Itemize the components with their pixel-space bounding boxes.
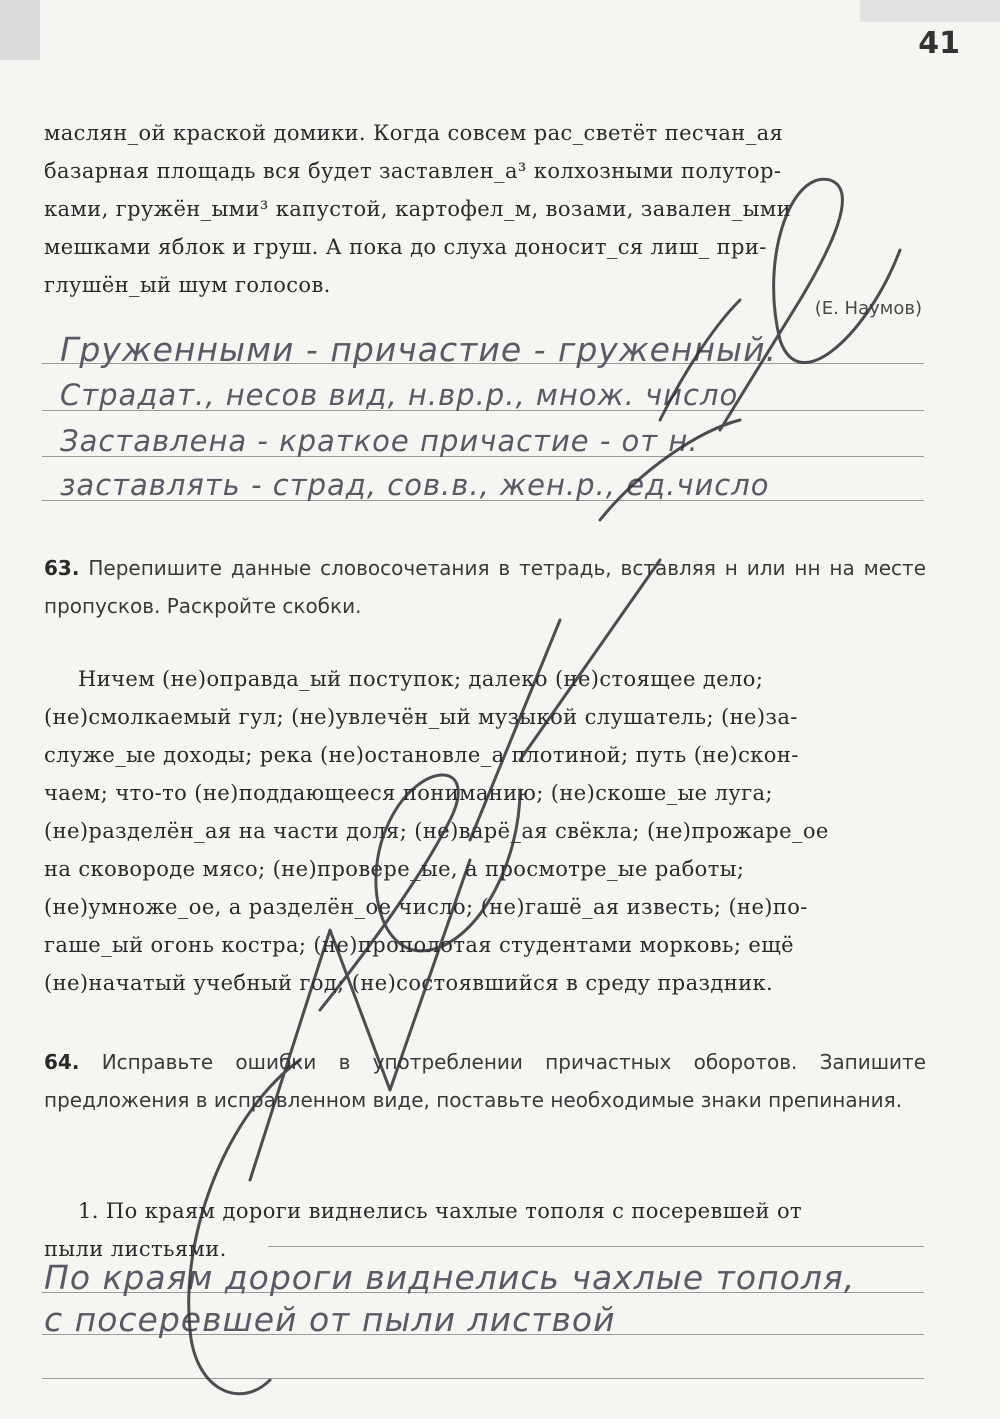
watermark-stroke: [470, 560, 660, 840]
instruction-text: Исправьте ошибки в употреблении причастных оборотов. Запишите предложения в исправленном виде, поставьте необходимые знаки препинания.: [44, 1050, 927, 1112]
exercise-line: Ничем (не)оправда_ый поступок; далеко (не)стоящее дело;: [78, 667, 764, 691]
watermark-stroke: [660, 300, 740, 420]
instruction-text: Перепишите данные словосочетания в тетрадь, вставляя н или нн на месте пропусков. Раскройте скобки.: [44, 556, 927, 618]
watermark-stroke: [600, 179, 900, 520]
excerpt-line: ками, гружён_ыми³ капустой, картофел_м, возами, завален_ыми: [44, 197, 791, 221]
task-number: 63.: [44, 556, 80, 580]
excerpt-line: мешками яблок и груш. А пока до слуха доносит_ся лиш_ при-: [44, 235, 767, 259]
handwritten-answer-line: с посеревшей от пыли листвой: [44, 1300, 616, 1339]
handwritten-analysis-line: Страдат., несов вид, н.вр.р., множ. число: [60, 378, 739, 412]
handwritten-analysis-line: заставлять - страд, сов.в., жен.р., ед.число: [60, 468, 770, 502]
sentence-line: 1. По краям дороги виднелись чахлые тополя с посеревшей от: [78, 1199, 803, 1223]
task-number: 64.: [44, 1050, 80, 1074]
exercise-line: служе_ые доходы; река (не)остановле_а плотиной; путь (не)скон-: [44, 743, 799, 767]
watermark-stroke: [189, 1060, 300, 1394]
exercise-line: (не)разделён_ая на части доля; (не)варё_ая свёкла; (не)прожаре_ое: [44, 819, 829, 843]
page-number: 41: [918, 26, 960, 61]
excerpt-author: (Е. Наумов): [814, 298, 922, 319]
exercise-line: (не)умноже_ое, а разделён_ое число; (не)гашё_ая известь; (не)по-: [44, 895, 808, 919]
exercise-line: на сковороде мясо; (не)провере_ые, а просмотре_ые работы;: [44, 857, 745, 881]
exercise-line: чаем; что-то (не)поддающееся пониманию; (не)скоше_ые луга;: [44, 781, 773, 805]
exercise-line: (не)смолкаемый гул; (не)увлечён_ый музыкой слушатель; (не)за-: [44, 705, 798, 729]
sentence-line: пыли листьями.: [44, 1237, 227, 1261]
excerpt-line: маслян_ой краской домики. Когда совсем рас_светёт песчан_ая: [44, 121, 784, 145]
excerpt-line: базарная площадь вся будет заставлен_а³ колхозными полутор-: [44, 159, 782, 183]
excerpt-line: глушён_ый шум голосов.: [44, 273, 331, 297]
exercise-line: гаше_ый огонь костра; (не)прополотая студентами морковь; ещё: [44, 933, 794, 957]
handwritten-answer-line: По краям дороги виднелись чахлые тополя,: [44, 1258, 856, 1297]
handwritten-analysis-line: Заставлена - краткое причастие - от н.: [60, 424, 699, 458]
watermark-stroke: [250, 860, 470, 1180]
exercise-line: (не)начатый учебный год; (не)состоявшийся в среду праздник.: [44, 971, 774, 995]
handwritten-analysis-line: Груженными - причастие - груженный.: [60, 330, 778, 369]
watermark-stroke: [320, 775, 520, 1010]
